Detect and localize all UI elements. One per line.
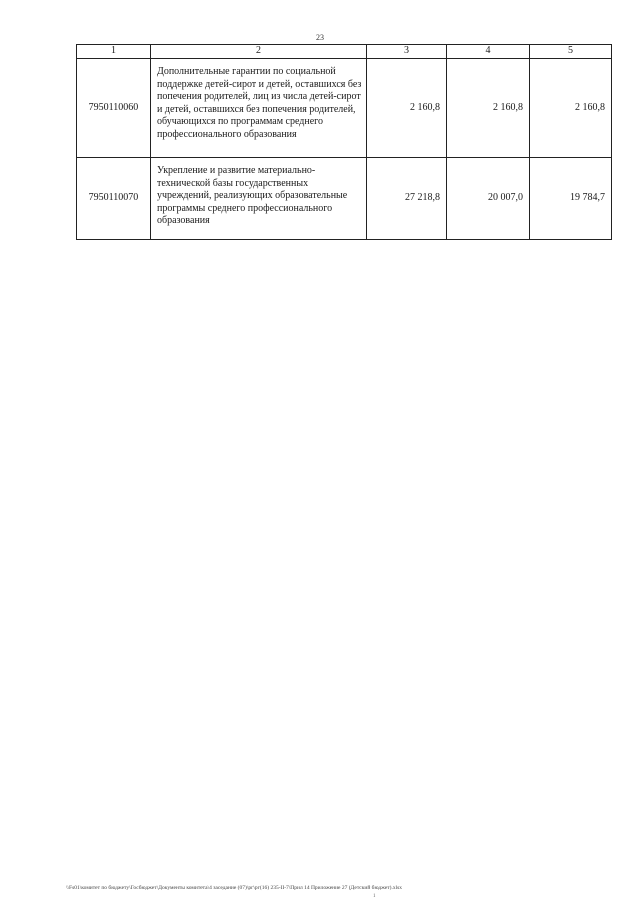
table-header-row [77, 45, 612, 59]
column-header-4: 4 [447, 45, 530, 59]
value-col5-cell: 19 784,7 [530, 158, 612, 240]
value-col3-cell: 2 160,8 [367, 59, 447, 158]
expense-name-cell: Дополнительные гарантии по социальной поддержке детей-сирот и детей, оставшихся без попечения родителей, лиц из числа детей-сирот и детей, оставшихся без попечения родителей, обучающихся по программам среднего профессионального образования [151, 59, 367, 158]
column-header-2: 2 [151, 45, 367, 59]
budget-code-cell: 7950110060 [77, 59, 151, 158]
budget-table [76, 44, 612, 240]
value-col3-cell: 27 218,8 [367, 158, 447, 240]
value-col4-cell: 20 007,0 [447, 158, 530, 240]
column-header-5: 5 [530, 45, 612, 59]
footer-mark: 1 [373, 894, 376, 899]
page-number: 23 [316, 33, 324, 42]
budget-code-cell: 7950110070 [77, 158, 151, 240]
expense-name-cell: Укрепление и развитие материально-технической базы государственных учреждений, реализующих образовательные программы среднего профессионального образования [151, 158, 367, 240]
column-header-1: 1 [77, 45, 151, 59]
value-col5-cell: 2 160,8 [530, 59, 612, 158]
table-row [77, 59, 612, 158]
document-file-path: \\Fs01\комитет по бюджету\Госбюджет\Документы комитета\4 заседание (07)\рг\рг(16) 235-II-7\Прил 14 Приложение 27 (Детский бюджет).xlsx [66, 885, 403, 891]
value-col4-cell: 2 160,8 [447, 59, 530, 158]
column-header-3: 3 [367, 45, 447, 59]
table-row [77, 158, 612, 240]
